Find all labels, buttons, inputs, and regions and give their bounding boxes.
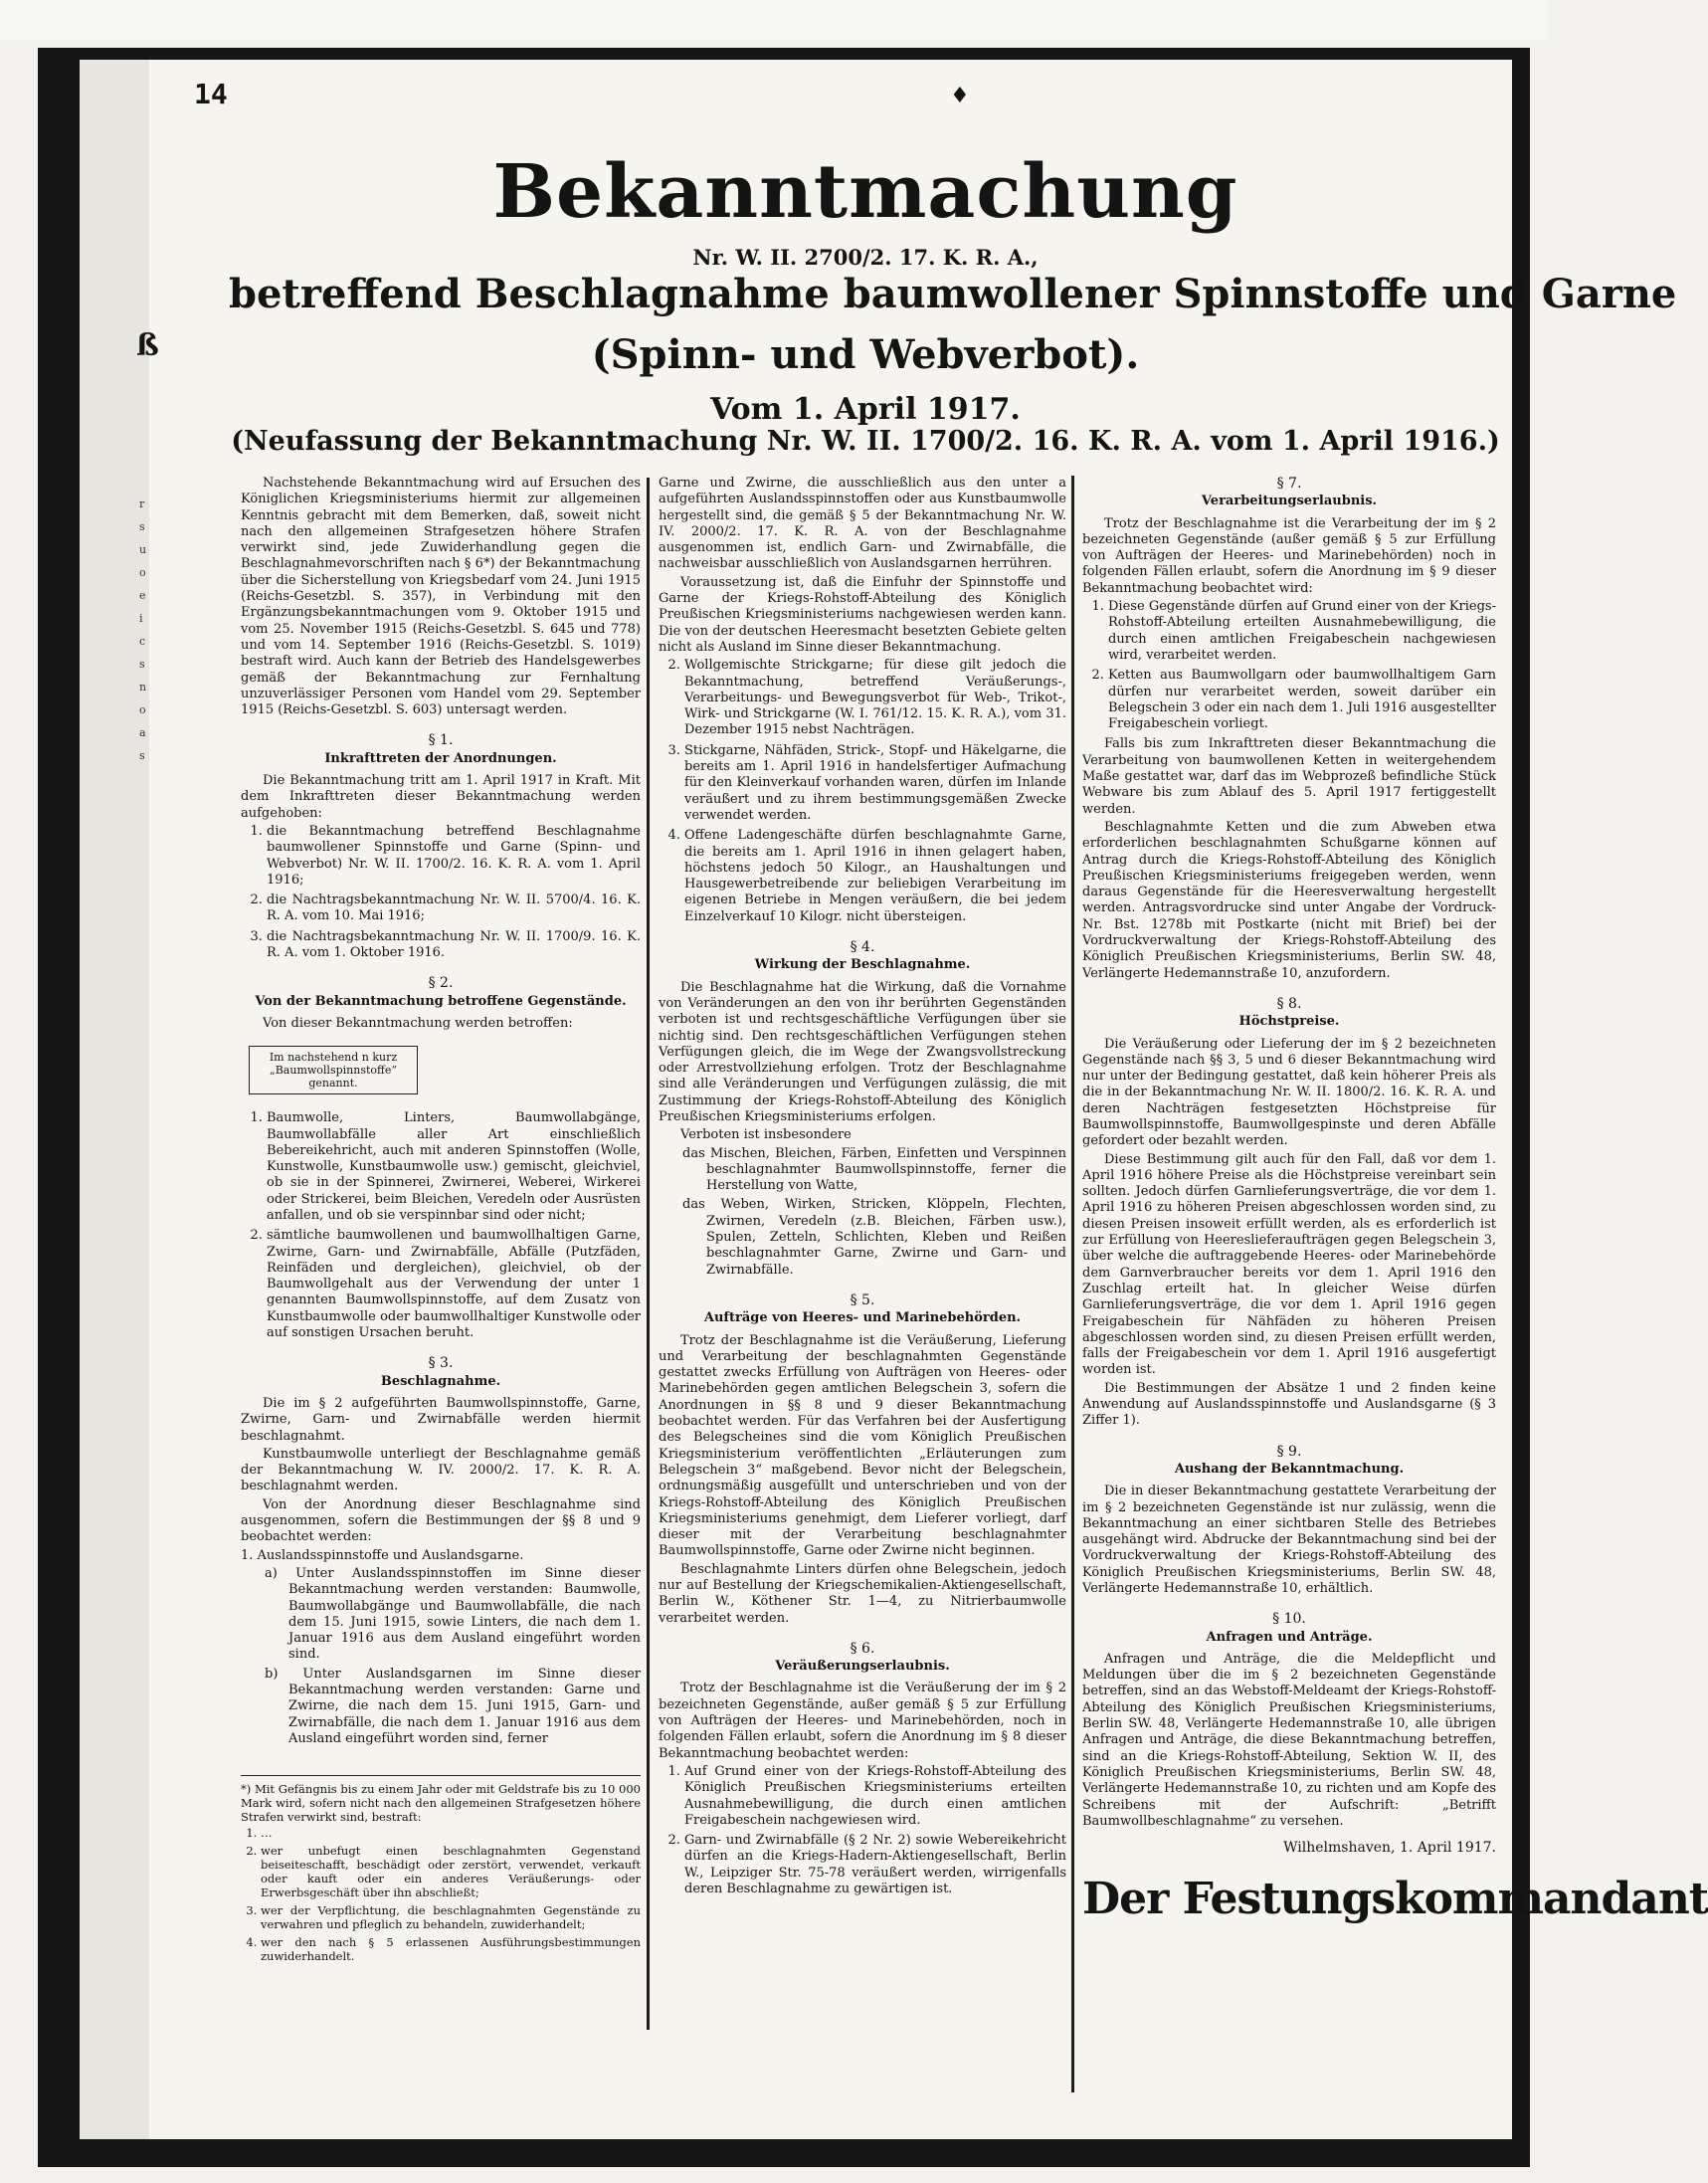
- signature: Der Festungskommandant: [1082, 1874, 1708, 1925]
- section-10-text: Anfragen und Anträge, die die Meldepflicht und Meldungen über die im § 2 bezeichneten Gegenstände betreffen, sind an das Webstoff-Meldeamt der Kriegs-Rohstoff-Abteilung des Königlich Preußischen Kriegsministeriums, Berlin SW. 48, Verlängerte Hedemannstraße 10, alle übrigen Anfragen und Anträge, die diese Bekanntmachung betreffen, sind an die Kriegs-Rohstoff-Abteilung, Sektion W. II, des Königlich Preußischen Kriegsministeriums, Berlin SW. 48, Verlängerte Hedemannstraße 10, zu richten und am Kopfe des Schreibens mit der Aufschrift: „Betrifft Baumwollbeschlagnahme“ zu versehen.: [1082, 1651, 1496, 1829]
- section-1-text: Die Bekanntmachung tritt am 1. April 1917 in Kraft. Mit dem Inkrafttreten dieser Bekanntmachung werden aufgehoben:: [241, 773, 641, 821]
- intro-paragraph: Nachstehende Bekanntmachung wird auf Ersuchen des Königlichen Kriegsministeriums hiermit zur allgemeinen Kenntnis gebracht mit dem Bemerken, daß, soweit nicht nach den allgemeinen Strafgesetzen höhere Strafen verwirkt sind, jede Zuwiderhandlung gegen die Beschlagnahmevorschriften nach § 6*) der Bekanntmachung über die Sicherstellung von Kriegsbedarf vom 24. Juni 1915 (Reichs-Gesetzbl. S. 357), in Verbindung mit den Ergänzungsbekanntmachungen vom 9. Oktober 1915 und vom 25. November 1915 (Reichs-Gesetzbl. S. 645 und 778) und vom 14. September 1916 (Reichs-Gesetzbl. S. 1019) bestraft wird. Auch kann der Betrieb des Handelsgewerbes gemäß der Bekanntmachung zur Fernhaltung unzuverlässiger Personen vom Handel vom 29. September 1915 (Reichs-Gesetzbl. S. 603) untersagt werden.: [241, 476, 641, 718]
- list-item: 3. Stickgarne, Nähfäden, Strick-, Stopf- und Häkelgarne, die bereits am 1. April 1916 in handelsfertiger Aufmachung für den Kleinverkauf vorhanden waren, dürfen im Inlande veräußert und zu ihrem bestimmungsgemäßen Zwecke verwendet werden.: [684, 743, 1066, 824]
- section-4-heading: Wirkung der Beschlagnahme.: [754, 957, 971, 973]
- document-date: Vom 1. April 1917.: [710, 392, 1021, 427]
- section-5-number: § 5.: [850, 1291, 875, 1308]
- section-4-list: [659, 1146, 1066, 1279]
- section-9-heading: Aushang der Bekanntmachung.: [1174, 1461, 1405, 1477]
- neufassung-note: (Neufassung der Bekanntmachung Nr. W. II. 1700/2. 16. K. R. A. vom 1. April 1916.): [231, 426, 1500, 457]
- section-2-number: § 2.: [428, 975, 454, 992]
- section-3-item-1: 1. Auslandsspinnstoffe und Auslandsgarne.: [241, 1547, 524, 1563]
- list-item: 4. wer den nach § 5 erlassenen Ausführungsbestimmungen zuwiderhandelt.: [261, 1935, 641, 1963]
- footnote: [241, 1775, 641, 1963]
- section-2-list: [241, 1110, 641, 1341]
- section-7-text: Trotz der Beschlagnahme ist die Verarbeitung der im § 2 bezeichneten Gegenstände (außer gemäß § 5 zur Erfüllung von Aufträgen der Heeres- und Marinebehörden) noch in folgenden Fällen erlaubt, sofern die Anordnung im § 9 dieser Bekanntmachung beobachtet wird:: [1082, 515, 1496, 596]
- list-item: 4. Offene Ladengeschäfte dürfen beschlagnahmte Garne, die bereits am 1. April 1916 in ihnen gelagert haben, höchstens jedoch 50 Kilogr., an Haushaltungen und Hausgewerbetreibende zur beliebigen Verarbeitung im eigenen Betriebe in Mengen veräußern, die bei jedem Einzelverkauf 10 Kilogr. nicht übersteigen.: [684, 828, 1066, 925]
- section-9-text: Die in dieser Bekanntmachung gestattete Verarbeitung der im § 2 bezeichneten Gegenstände ist nur zulässig, wenn die Bekanntmachung an einer sichtbaren Stelle des Betriebes ausgehängt wird. Abdrucke der Bekanntmachung sind bei der Vordruckverwaltung der Kriegs-Rohstoff-Abteilung des Königlich Preußischen Kriegsministeriums, Berlin SW. 48, Verlängerte Hedemannstraße 10, erhältlich.: [1082, 1484, 1496, 1596]
- list-item: 2. Garn- und Zwirnabfälle (§ 2 Nr. 2) sowie Webereikehricht dürfen an die Kriegs-Hadern-Aktiengesellschaft, Berlin W., Leipziger Str. 75-78 veräußert werden, wirrigenfalls deren Beschlagnahme zu gewärtigen ist.: [684, 1833, 1066, 1897]
- section-7-text-3: Beschlagnahmte Ketten und die zum Abweben etwa erforderlichen beschlagnahmten Schußgarne können auf Antrag durch die Kriegs-Rohstoff-Abteilung des Königlich Preußischen Kriegsministeriums freigegeben werden, wenn daraus Gegenstände für die Heeresverwaltung hergestellt werden. Antragsvordrucke sind unter Angabe der Vordruck-Nr. Bst. 1278b mit Postkarte (nicht mit Brief) bei der Vordruckverwaltung der Kriegs-Rohstoff-Abteilung des Königlich Preußischen Kriegsministeriums, Berlin SW. 48, Verlängerte Hedemannstraße 10, anzufordern.: [1082, 819, 1496, 981]
- column-3: [1082, 476, 1708, 1925]
- list-item: 1. Auf Grund einer von der Kriegs-Rohstoff-Abteilung des Königlich Preußischen Kriegsministeriums erteilten Ausnahmebewilligung, die durch einen amtlichen Freigabeschein nachgewiesen wird.: [684, 1764, 1066, 1829]
- page-number: 14: [194, 78, 228, 110]
- section-6-text: Trotz der Beschlagnahme ist die Veräußerung der im § 2 bezeichneten Gegenstände, außer gemäß § 5 zur Erfüllung von Aufträgen der Heeres- und Marinebehörden, noch in folgenden Fällen erlaubt, sofern die Anordnung im § 8 dieser Bekanntmachung beobachtet werden:: [659, 1681, 1066, 1761]
- section-7-number: § 7.: [1276, 476, 1302, 492]
- list-item: 2. sämtliche baumwollenen und baumwollhaltigen Garne, Zwirne, Garn- und Zwirnabfälle, Abfälle (Putzfäden, Reinfäden und dergleichen), gleichviel, ob der Baumwollgehalt aus der Verwendung der unter 1 genannten Baumwollspinnstoffe, auf dem Zusatz von Kunstbaumwolle oder baumwollhaltiger Kunstwolle oder auf sonstigen Ursachen beruht.: [267, 1228, 641, 1341]
- margin-fragments: r s u o e i c s n o a s: [139, 497, 147, 762]
- list-item: 2. Ketten aus Baumwollgarn oder baumwollhaltigem Garn dürfen nur verarbeitet werden, soweit darüber ein Belegschein 3 oder ein nach dem 1. Juli 1916 ausgestellter Freigabeschein vorliegt.: [1108, 668, 1496, 732]
- ink-mark: ♦: [950, 84, 970, 108]
- section-10-number: § 10.: [1272, 1611, 1306, 1628]
- list-item: das Weben, Wirken, Stricken, Klöppeln, Flechten, Zwirnen, Veredeln (z.B. Bleichen, Färben usw.), Spulen, Zetteln, Schlichten, Kleben und Reißen beschlagnahmter Garne, Zwirne und Garn- und Zwirnabfälle.: [682, 1197, 1066, 1278]
- footnote-list: [241, 1826, 641, 1963]
- list-item: 3. die Nachtragsbekanntmachung Nr. W. II. 1700/9. 16. K. R. A. vom 1. Oktober 1916.: [267, 929, 641, 962]
- section-3-text-1: Die im § 2 aufgeführten Baumwollspinnstoffe, Garne, Zwirne, Garn- und Zwirnabfälle werden hiermit beschlagnahmt.: [241, 1395, 641, 1444]
- section-5-heading: Aufträge von Heeres- und Marinebehörden.: [703, 1310, 1022, 1326]
- section-1-number: § 1.: [428, 732, 454, 749]
- list-item: b) Unter Auslandsgarnen im Sinne dieser Bekanntmachung werden verstanden: Garne und Zwirne, die nach dem 15. Juni 1915, Garn- und Zwirnabfälle, die nach dem 1. Januar 1916 aus dem Ausland eingeführt worden sind, ferner: [265, 1666, 641, 1746]
- section-5-text: Trotz der Beschlagnahme ist die Veräußerung, Lieferung und Verarbeitung der beschlagnahmten Gegenstände gestattet zwecks Erfüllung von Aufträgen von Heeres- oder Marinebehörden gegen amtlichen Belegschein 3, sofern die Anordnungen in §§ 8 und 9 dieser Bekanntmachung beobachtet werden. Für das Verfahren bei der Ausfertigung des Belegscheines sind die vom Königlich Preußischen Kriegsministerium veröffentlichten „Erläuterungen zum Belegschein 3“ maßgebend. Bevor nicht der Belegschein, ordnungsmäßig ausgefüllt und unterschrieben und von der Kriegs-Rohstoff-Abteilung des Königlich Preußischen Kriegsministeriums genehmigt, dem Lieferer vorliegt, darf dieser mit der Verarbeitung beschlagnahmter Baumwollspinnstoffe, Garne oder Zwirne nicht beginnen.: [659, 1332, 1066, 1559]
- column-divider-2: [1071, 476, 1074, 2092]
- list-item: 1. die Bekanntmachung betreffend Beschlagnahme baumwollener Spinnstoffe und Garne (Spinn- und Webverbot) Nr. W. II. 1700/2. 16. K. R. A. vom 1. April 1916;: [267, 824, 641, 889]
- subtitle-line-1: betreffend Beschlagnahme baumwollener Spinnstoffe und Garne: [229, 271, 1677, 317]
- section-3-text-3: Von der Anordnung dieser Beschlagnahme sind ausgenommen, sofern die Bestimmungen der §§ 8 und 9 beobachtet werden:: [241, 1496, 641, 1545]
- list-item: 1. Baumwolle, Linters, Baumwollabgänge, Baumwollabfälle aller Art einschließlich Bebereikehricht, auch mit anderen Spinnstoffen (Wolle, Kunstwolle, Kunstbaumwolle usw.) gemischt, gleichviel, ob sie in der Spinnerei, Zwirnerei, Weberei, Wirkerei oder Strickerei, beim Bleichen, Veredeln oder Ausrüsten anfallen, und ob sie verspinnbar sind oder nicht;: [267, 1110, 641, 1224]
- column-divider-1: [647, 478, 650, 2030]
- scan-background: [0, 0, 1548, 40]
- section-8-text-3: Die Bestimmungen der Absätze 1 und 2 finden keine Anwendung auf Auslandsspinnstoffe und Auslandsgarne (§ 3 Ziffer 1).: [1082, 1380, 1496, 1429]
- section-8-text-2: Diese Bestimmung gilt auch für den Fall, daß vor dem 1. April 1916 höhere Preise als die Höchstpreise vereinbart sein sollten. Jedoch dürfen Garnlieferungsverträge, die vor dem 1. April 1916 zu höheren Preisen abgeschlossen worden sind, zu diesen Preisen insoweit erfüllt werden, als es erforderlich ist zur Erfüllung von Heereslieferaufträgen gegen Belegschein 3, über welche die auftraggebende Heeres- oder Marinebehörde dem Garnverbraucher bereits vor dem 1. April 1916 den Zuschlag erteilt hat. In gleicher Weise dürfen Garnlieferungsverträge, die vor dem 1. April 1916 gegen Freigabeschein für Nähfäden zu höheren Preisen abgeschlossen worden sind, zu diesen Preisen erfüllt werden, falls der Freigabeschein vor dem 1. April 1916 ausgefertigt worden ist.: [1082, 1151, 1496, 1378]
- list-item: 1. Diese Gegenstände dürfen auf Grund einer von der Kriegs-Rohstoff-Abteilung erteilten Ausnahmebewilligung, die durch einen amtlichen Freigabeschein nachgewiesen wird, verarbeitet werden.: [1108, 599, 1496, 664]
- section-4-text: Die Beschlagnahme hat die Wirkung, daß die Vornahme von Veränderungen an den von ihr berührten Gegenständen verboten ist und rechtsgeschäftliche Verfügungen über sie nichtig sind. Den rechtsgeschäftlichen Verfügungen stehen Verfügungen gleich, die im Wege der Zwangsvollstreckung oder Arrestvollziehung erfolgen. Trotz der Beschlagnahme sind alle Veränderungen und Verfügungen zulässig, die mit Zustimmung der Kriegs-Rohstoff-Abteilung des Königlich Preußischen Kriegsministeriums erfolgen.: [659, 979, 1066, 1124]
- document-number: Nr. W. II. 2700/2. 17. K. R. A.,: [692, 245, 1039, 270]
- section-8-heading: Höchstpreise.: [1238, 1014, 1340, 1030]
- section-3-heading: Beschlagnahme.: [380, 1373, 501, 1389]
- continuation-text: Garne und Zwirne, die ausschließlich aus den unter a aufgeführten Auslandsspinnstoffen oder aus Kunstbaumwolle hergestellt sind, die gemäß § 5 der Bekanntmachung Nr. W. IV. 2000/2. 17. K. R. A. von der Beschlagnahme ausgenommen ist, endlich Garn- und Zwirnabfälle, die nachweisbar ausschließlich von Auslandsgarnen herrühren.: [659, 476, 1066, 572]
- section-2-text: Von dieser Bekanntmachung werden betroffen:: [263, 1015, 573, 1031]
- list-item: a) Unter Auslandsspinnstoffen im Sinne dieser Bekanntmachung werden verstanden: Baumwolle, Baumwollabgänge und Baumwollabfälle, die nach dem 15. Juni 1915, sowie Linters, die nach dem 1. Januar 1916 aus dem Ausland eingeführt worden sind.: [265, 1565, 641, 1663]
- margin-letter: ß: [136, 328, 159, 363]
- section-1-list: [241, 824, 641, 961]
- adjacent-page-strip: [80, 60, 149, 2139]
- section-3-number: § 3.: [428, 1355, 454, 1372]
- section-6-heading: Veräußerungserlaubnis.: [775, 1659, 950, 1675]
- list-item: 1. …: [261, 1826, 641, 1840]
- continuation-text-2: Voraussetzung ist, daß die Einfuhr der Spinnstoffe und Garne der Kriegs-Rohstoff-Abteilung des Königlich Preußischen Kriegsministeriums nachgewiesen werden kann. Die von der deutschen Heeresmacht besetzten Gebiete gelten nicht als Ausland im Sinne dieser Bekanntmachung.: [659, 574, 1066, 655]
- document-title: Bekanntmachung: [492, 149, 1238, 235]
- section-6-list: [659, 1764, 1066, 1897]
- column-2: [659, 476, 1066, 1901]
- section-7-list: [1082, 599, 1496, 732]
- list-item: 3. wer der Verpflichtung, die beschlagnahmten Gegenstände zu verwahren und pfleglich zu behandeln, zuwiderhandelt;: [261, 1903, 641, 1931]
- section-3-list-continued: [659, 658, 1066, 925]
- section-7-heading: Verarbeitungserlaubnis.: [1201, 494, 1378, 509]
- section-5-text-2: Beschlagnahmte Linters dürfen ohne Belegschein, jedoch nur auf Bestellung der Kriegschemikalien-Aktiengesellschaft, Berlin W., Köthener Str. 1—4, zu Nitrierbaumwolle verarbeitet werden.: [659, 1561, 1066, 1626]
- section-8-text: Die Veräußerung oder Lieferung der im § 2 bezeichneten Gegenstände nach §§ 3, 5 und 6 dieser Bekanntmachung wird nur unter der Bedingung gestattet, daß kein höherer Preis als die in der Bekanntmachung Nr. W. II. 1800/2. 16. K. R. A. und deren Nachträgen festgesetzten Höchstpreise für Baumwollspinnstoffe, Baumwollgespinste und deren Abfälle gefordert oder bezahlt werden.: [1082, 1036, 1496, 1149]
- section-7-text-2: Falls bis zum Inkrafttreten dieser Bekanntmachung die Verarbeitung von baumwollenen Ketten in weitergehendem Maße gestattet war, darf das im Webprozeß befindliche Stück Webware bis zum Ablauf des 5. April 1917 fertiggestellt werden.: [1082, 736, 1496, 817]
- section-4-text-2: Verboten ist insbesondere: [680, 1127, 852, 1143]
- section-10-heading: Anfragen und Anträge.: [1206, 1629, 1373, 1645]
- section-6-number: § 6.: [850, 1640, 875, 1657]
- list-item: 2. Wollgemischte Strickgarne; für diese gilt jedoch die Bekanntmachung, betreffend Veräußerungs-, Verarbeitungs- und Bewegungsverbot für Web-, Trikot-, Wirk- und Strickgarne (W. I. 761/12. 15. K. R. A.), vom 31. Dezember 1915 nebst Nachträgen.: [684, 658, 1066, 738]
- list-item: das Mischen, Bleichen, Färben, Einfetten und Verspinnen beschlagnahmter Baumwollspinnstoffe, ferner die Herstellung von Watte,: [682, 1145, 1066, 1194]
- column-1: [241, 476, 641, 1967]
- boxed-note: Im nachstehend n kurz „Baumwollspinnstoffe“ genannt.: [249, 1046, 418, 1094]
- section-3-sublist: [241, 1566, 641, 1747]
- place-date: Wilhelmshaven, 1. April 1917.: [1283, 1840, 1496, 1857]
- list-item: 2. die Nachtragsbekanntmachung Nr. W. II. 5700/4. 16. K. R. A. vom 10. Mai 1916;: [267, 893, 641, 925]
- section-3-text-2: Kunstbaumwolle unterliegt der Beschlagnahme gemäß der Bekanntmachung W. IV. 2000/2. 17. K. R. A. beschlagnahmt werden.: [241, 1446, 641, 1494]
- section-1-heading: Inkrafttreten der Anordnungen.: [324, 750, 557, 766]
- section-9-number: § 9.: [1276, 1443, 1302, 1460]
- section-3-item-1-text: Auslandsspinnstoffe und Auslandsgarne.: [257, 1547, 524, 1563]
- section-8-number: § 8.: [1276, 995, 1302, 1012]
- footnote-intro: *) Mit Gefängnis bis zu einem Jahr oder mit Geldstrafe bis zu 10 000 Mark wird, sofern nicht nach den allgemeinen Strafgesetzen höhere Strafen verwirkt sind, bestraft:: [241, 1782, 641, 1825]
- section-4-number: § 4.: [850, 939, 875, 956]
- section-2-heading: Von der Bekanntmachung betroffene Gegenstände.: [255, 993, 627, 1009]
- list-item: 2. wer unbefugt einen beschlagnahmten Gegenstand beiseiteschafft, beschädigt oder zerstört, verwendet, verkauft oder kauft oder ein anderes Veräußerungs- oder Erwerbsgeschäft über ihn abschließt;: [261, 1844, 641, 1899]
- subtitle-line-2: (Spinn- und Webverbot).: [591, 331, 1140, 378]
